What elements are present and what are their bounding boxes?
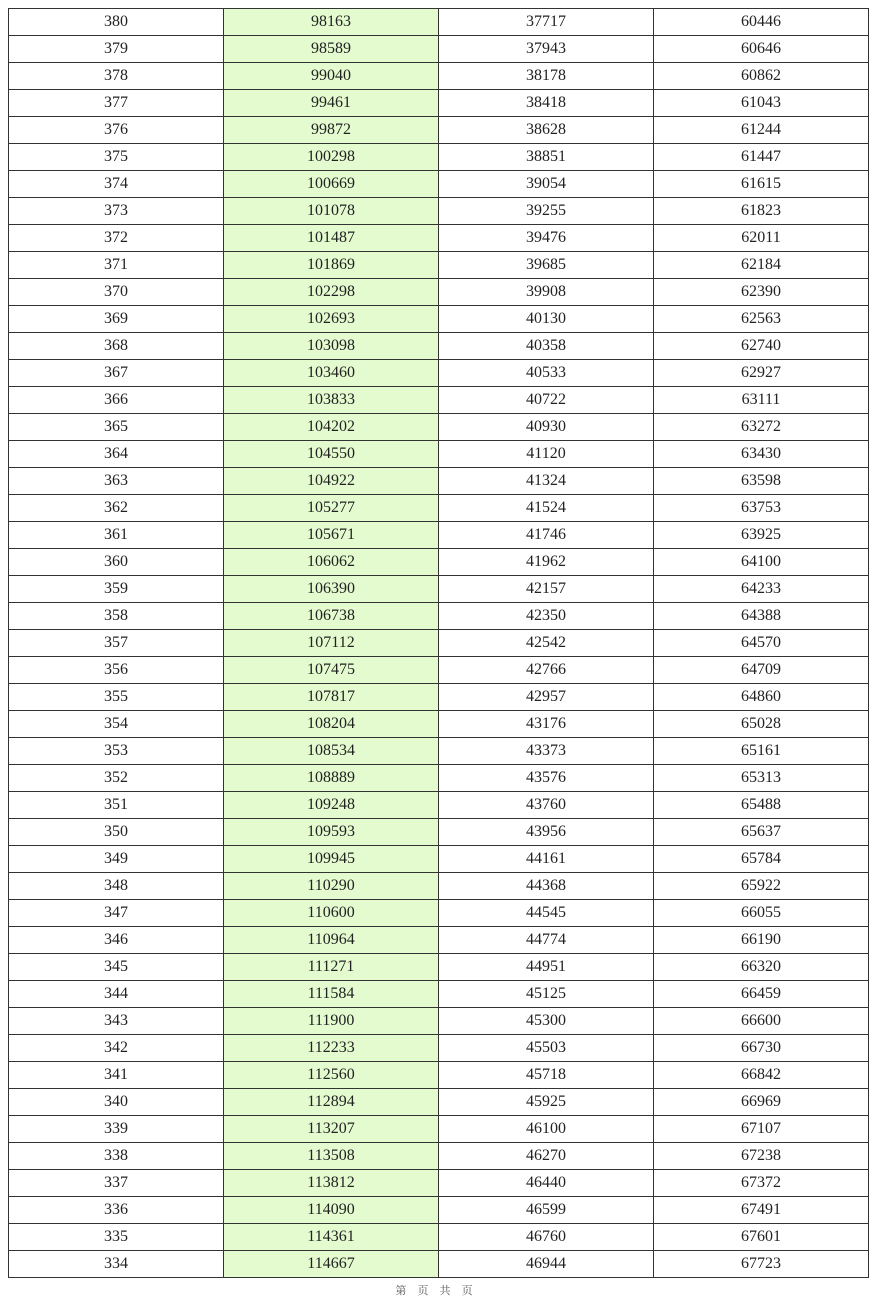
cumulative-count-cell: 104202	[224, 414, 439, 441]
cumulative-count-cell: 104922	[224, 468, 439, 495]
count-cell-a: 45925	[439, 1089, 654, 1116]
table-row	[9, 1251, 869, 1278]
count-cell-b: 65637	[654, 819, 869, 846]
count-cell-a: 41324	[439, 468, 654, 495]
table-row	[9, 522, 869, 549]
table-row	[9, 657, 869, 684]
cumulative-count-cell: 100298	[224, 144, 439, 171]
table-row	[9, 333, 869, 360]
count-cell-a: 40722	[439, 387, 654, 414]
count-cell-b: 67601	[654, 1224, 869, 1251]
score-cell: 356	[9, 657, 224, 684]
count-cell-a: 39908	[439, 279, 654, 306]
score-cell: 351	[9, 792, 224, 819]
cumulative-count-cell: 101487	[224, 225, 439, 252]
count-cell-b: 67372	[654, 1170, 869, 1197]
table-row	[9, 306, 869, 333]
score-cell: 372	[9, 225, 224, 252]
table-row	[9, 1170, 869, 1197]
score-cell: 365	[9, 414, 224, 441]
cumulative-count-cell: 106738	[224, 603, 439, 630]
count-cell-b: 61615	[654, 171, 869, 198]
score-cell: 359	[9, 576, 224, 603]
count-cell-b: 66600	[654, 1008, 869, 1035]
count-cell-b: 66320	[654, 954, 869, 981]
score-cell: 370	[9, 279, 224, 306]
cumulative-count-cell: 112894	[224, 1089, 439, 1116]
score-cell: 378	[9, 63, 224, 90]
count-cell-a: 44951	[439, 954, 654, 981]
table-row	[9, 927, 869, 954]
score-cell: 358	[9, 603, 224, 630]
table-row	[9, 603, 869, 630]
score-cell: 341	[9, 1062, 224, 1089]
table-row	[9, 63, 869, 90]
table-row	[9, 954, 869, 981]
count-cell-a: 42350	[439, 603, 654, 630]
cumulative-count-cell: 103460	[224, 360, 439, 387]
count-cell-b: 64388	[654, 603, 869, 630]
count-cell-b: 64860	[654, 684, 869, 711]
score-cell: 379	[9, 36, 224, 63]
count-cell-b: 63111	[654, 387, 869, 414]
score-cell: 361	[9, 522, 224, 549]
count-cell-b: 64570	[654, 630, 869, 657]
score-cell: 337	[9, 1170, 224, 1197]
table-row	[9, 1008, 869, 1035]
cumulative-count-cell: 99461	[224, 90, 439, 117]
count-cell-a: 46599	[439, 1197, 654, 1224]
count-cell-a: 43956	[439, 819, 654, 846]
cumulative-count-cell: 113812	[224, 1170, 439, 1197]
count-cell-b: 65488	[654, 792, 869, 819]
cumulative-count-cell: 113207	[224, 1116, 439, 1143]
cumulative-count-cell: 111584	[224, 981, 439, 1008]
count-cell-a: 41120	[439, 441, 654, 468]
cumulative-count-cell: 109248	[224, 792, 439, 819]
cumulative-count-cell: 114667	[224, 1251, 439, 1278]
count-cell-a: 44368	[439, 873, 654, 900]
table-row	[9, 1116, 869, 1143]
table-row	[9, 900, 869, 927]
table-row	[9, 36, 869, 63]
cumulative-count-cell: 106062	[224, 549, 439, 576]
count-cell-b: 67238	[654, 1143, 869, 1170]
count-cell-a: 38851	[439, 144, 654, 171]
score-cell: 336	[9, 1197, 224, 1224]
cumulative-count-cell: 105671	[224, 522, 439, 549]
score-cell: 363	[9, 468, 224, 495]
score-cell: 360	[9, 549, 224, 576]
cumulative-count-cell: 98589	[224, 36, 439, 63]
score-cell: 376	[9, 117, 224, 144]
table-row	[9, 495, 869, 522]
count-cell-a: 45503	[439, 1035, 654, 1062]
cumulative-count-cell: 105277	[224, 495, 439, 522]
count-cell-a: 43176	[439, 711, 654, 738]
cumulative-count-cell: 107475	[224, 657, 439, 684]
cumulative-count-cell: 99872	[224, 117, 439, 144]
count-cell-b: 62184	[654, 252, 869, 279]
cumulative-count-cell: 113508	[224, 1143, 439, 1170]
table-row	[9, 981, 869, 1008]
score-cell: 347	[9, 900, 224, 927]
cumulative-count-cell: 101869	[224, 252, 439, 279]
score-cell: 338	[9, 1143, 224, 1170]
table-row	[9, 441, 869, 468]
score-cell: 345	[9, 954, 224, 981]
cumulative-count-cell: 110290	[224, 873, 439, 900]
table-row	[9, 1035, 869, 1062]
cumulative-count-cell: 102298	[224, 279, 439, 306]
score-cell: 348	[9, 873, 224, 900]
count-cell-b: 64100	[654, 549, 869, 576]
score-cell: 344	[9, 981, 224, 1008]
count-cell-b: 64709	[654, 657, 869, 684]
table-row	[9, 819, 869, 846]
cumulative-count-cell: 112233	[224, 1035, 439, 1062]
cumulative-count-cell: 104550	[224, 441, 439, 468]
table-row	[9, 468, 869, 495]
cumulative-count-cell: 107817	[224, 684, 439, 711]
cumulative-count-cell: 108204	[224, 711, 439, 738]
table-row	[9, 846, 869, 873]
table-row	[9, 9, 869, 36]
cumulative-count-cell: 100669	[224, 171, 439, 198]
cumulative-count-cell: 108889	[224, 765, 439, 792]
count-cell-a: 42157	[439, 576, 654, 603]
table-row	[9, 711, 869, 738]
count-cell-b: 66055	[654, 900, 869, 927]
count-cell-a: 42542	[439, 630, 654, 657]
count-cell-b: 64233	[654, 576, 869, 603]
table-row	[9, 792, 869, 819]
score-cell: 357	[9, 630, 224, 657]
table-row	[9, 414, 869, 441]
count-cell-b: 66842	[654, 1062, 869, 1089]
cumulative-count-cell: 109593	[224, 819, 439, 846]
count-cell-b: 67107	[654, 1116, 869, 1143]
score-cell: 349	[9, 846, 224, 873]
score-table-body	[9, 9, 869, 1278]
cumulative-count-cell: 99040	[224, 63, 439, 90]
count-cell-b: 60646	[654, 36, 869, 63]
score-cell: 366	[9, 387, 224, 414]
count-cell-a: 46760	[439, 1224, 654, 1251]
count-cell-b: 61043	[654, 90, 869, 117]
count-cell-b: 60862	[654, 63, 869, 90]
count-cell-b: 67723	[654, 1251, 869, 1278]
score-cell: 373	[9, 198, 224, 225]
count-cell-a: 45718	[439, 1062, 654, 1089]
count-cell-b: 65313	[654, 765, 869, 792]
score-cell: 335	[9, 1224, 224, 1251]
table-row	[9, 117, 869, 144]
table-row	[9, 90, 869, 117]
cumulative-count-cell: 114090	[224, 1197, 439, 1224]
score-cell: 354	[9, 711, 224, 738]
table-row	[9, 684, 869, 711]
count-cell-a: 44545	[439, 900, 654, 927]
cumulative-count-cell: 112560	[224, 1062, 439, 1089]
score-cell: 374	[9, 171, 224, 198]
count-cell-a: 42766	[439, 657, 654, 684]
score-cell: 355	[9, 684, 224, 711]
count-cell-b: 62927	[654, 360, 869, 387]
count-cell-a: 37717	[439, 9, 654, 36]
score-cell: 340	[9, 1089, 224, 1116]
count-cell-a: 44774	[439, 927, 654, 954]
score-cell: 367	[9, 360, 224, 387]
count-cell-a: 46440	[439, 1170, 654, 1197]
cumulative-count-cell: 114361	[224, 1224, 439, 1251]
count-cell-a: 41524	[439, 495, 654, 522]
count-cell-b: 65922	[654, 873, 869, 900]
table-row	[9, 549, 869, 576]
score-table	[8, 8, 869, 1278]
cumulative-count-cell: 111900	[224, 1008, 439, 1035]
score-cell: 375	[9, 144, 224, 171]
cumulative-count-cell: 106390	[224, 576, 439, 603]
score-cell: 368	[9, 333, 224, 360]
count-cell-a: 40358	[439, 333, 654, 360]
count-cell-b: 67491	[654, 1197, 869, 1224]
count-cell-b: 62563	[654, 306, 869, 333]
table-row	[9, 252, 869, 279]
score-cell: 350	[9, 819, 224, 846]
cumulative-count-cell: 109945	[224, 846, 439, 873]
count-cell-b: 66190	[654, 927, 869, 954]
score-cell: 371	[9, 252, 224, 279]
score-cell: 380	[9, 9, 224, 36]
count-cell-a: 45125	[439, 981, 654, 1008]
cumulative-count-cell: 107112	[224, 630, 439, 657]
table-row	[9, 171, 869, 198]
table-row	[9, 225, 869, 252]
count-cell-b: 66969	[654, 1089, 869, 1116]
score-cell: 352	[9, 765, 224, 792]
count-cell-a: 43373	[439, 738, 654, 765]
table-row	[9, 279, 869, 306]
cumulative-count-cell: 101078	[224, 198, 439, 225]
score-cell: 334	[9, 1251, 224, 1278]
count-cell-b: 62740	[654, 333, 869, 360]
count-cell-b: 62390	[654, 279, 869, 306]
table-row	[9, 144, 869, 171]
page-footer: 第 页 共 页	[395, 1285, 477, 1297]
table-row	[9, 873, 869, 900]
cumulative-count-cell: 110964	[224, 927, 439, 954]
score-cell: 377	[9, 90, 224, 117]
score-cell: 342	[9, 1035, 224, 1062]
count-cell-a: 39685	[439, 252, 654, 279]
count-cell-b: 65784	[654, 846, 869, 873]
count-cell-b: 62011	[654, 225, 869, 252]
count-cell-b: 63925	[654, 522, 869, 549]
cumulative-count-cell: 102693	[224, 306, 439, 333]
table-row	[9, 198, 869, 225]
count-cell-a: 37943	[439, 36, 654, 63]
count-cell-a: 39255	[439, 198, 654, 225]
cumulative-count-cell: 103098	[224, 333, 439, 360]
count-cell-a: 38418	[439, 90, 654, 117]
count-cell-a: 38178	[439, 63, 654, 90]
cumulative-count-cell: 111271	[224, 954, 439, 981]
table-row	[9, 360, 869, 387]
score-cell: 346	[9, 927, 224, 954]
count-cell-a: 43576	[439, 765, 654, 792]
table-row	[9, 1224, 869, 1251]
score-cell: 339	[9, 1116, 224, 1143]
count-cell-b: 63272	[654, 414, 869, 441]
count-cell-b: 66459	[654, 981, 869, 1008]
count-cell-a: 46100	[439, 1116, 654, 1143]
count-cell-b: 63598	[654, 468, 869, 495]
table-row	[9, 630, 869, 657]
count-cell-b: 66730	[654, 1035, 869, 1062]
cumulative-count-cell: 110600	[224, 900, 439, 927]
table-row	[9, 387, 869, 414]
count-cell-a: 39476	[439, 225, 654, 252]
count-cell-a: 40533	[439, 360, 654, 387]
count-cell-a: 40130	[439, 306, 654, 333]
count-cell-a: 38628	[439, 117, 654, 144]
count-cell-a: 44161	[439, 846, 654, 873]
count-cell-a: 41962	[439, 549, 654, 576]
score-cell: 343	[9, 1008, 224, 1035]
count-cell-a: 41746	[439, 522, 654, 549]
count-cell-b: 65161	[654, 738, 869, 765]
count-cell-a: 40930	[439, 414, 654, 441]
table-row	[9, 1143, 869, 1170]
count-cell-b: 63430	[654, 441, 869, 468]
score-cell: 362	[9, 495, 224, 522]
score-cell: 369	[9, 306, 224, 333]
count-cell-b: 63753	[654, 495, 869, 522]
count-cell-b: 60446	[654, 9, 869, 36]
score-cell: 364	[9, 441, 224, 468]
cumulative-count-cell: 108534	[224, 738, 439, 765]
count-cell-a: 43760	[439, 792, 654, 819]
count-cell-b: 61244	[654, 117, 869, 144]
count-cell-a: 46944	[439, 1251, 654, 1278]
table-row	[9, 576, 869, 603]
cumulative-count-cell: 98163	[224, 9, 439, 36]
count-cell-a: 39054	[439, 171, 654, 198]
table-row	[9, 1062, 869, 1089]
table-row	[9, 1089, 869, 1116]
count-cell-b: 61447	[654, 144, 869, 171]
count-cell-b: 65028	[654, 711, 869, 738]
score-cell: 353	[9, 738, 224, 765]
cumulative-count-cell: 103833	[224, 387, 439, 414]
count-cell-a: 45300	[439, 1008, 654, 1035]
count-cell-a: 42957	[439, 684, 654, 711]
table-row	[9, 765, 869, 792]
count-cell-b: 61823	[654, 198, 869, 225]
table-row	[9, 1197, 869, 1224]
table-row	[9, 738, 869, 765]
count-cell-a: 46270	[439, 1143, 654, 1170]
